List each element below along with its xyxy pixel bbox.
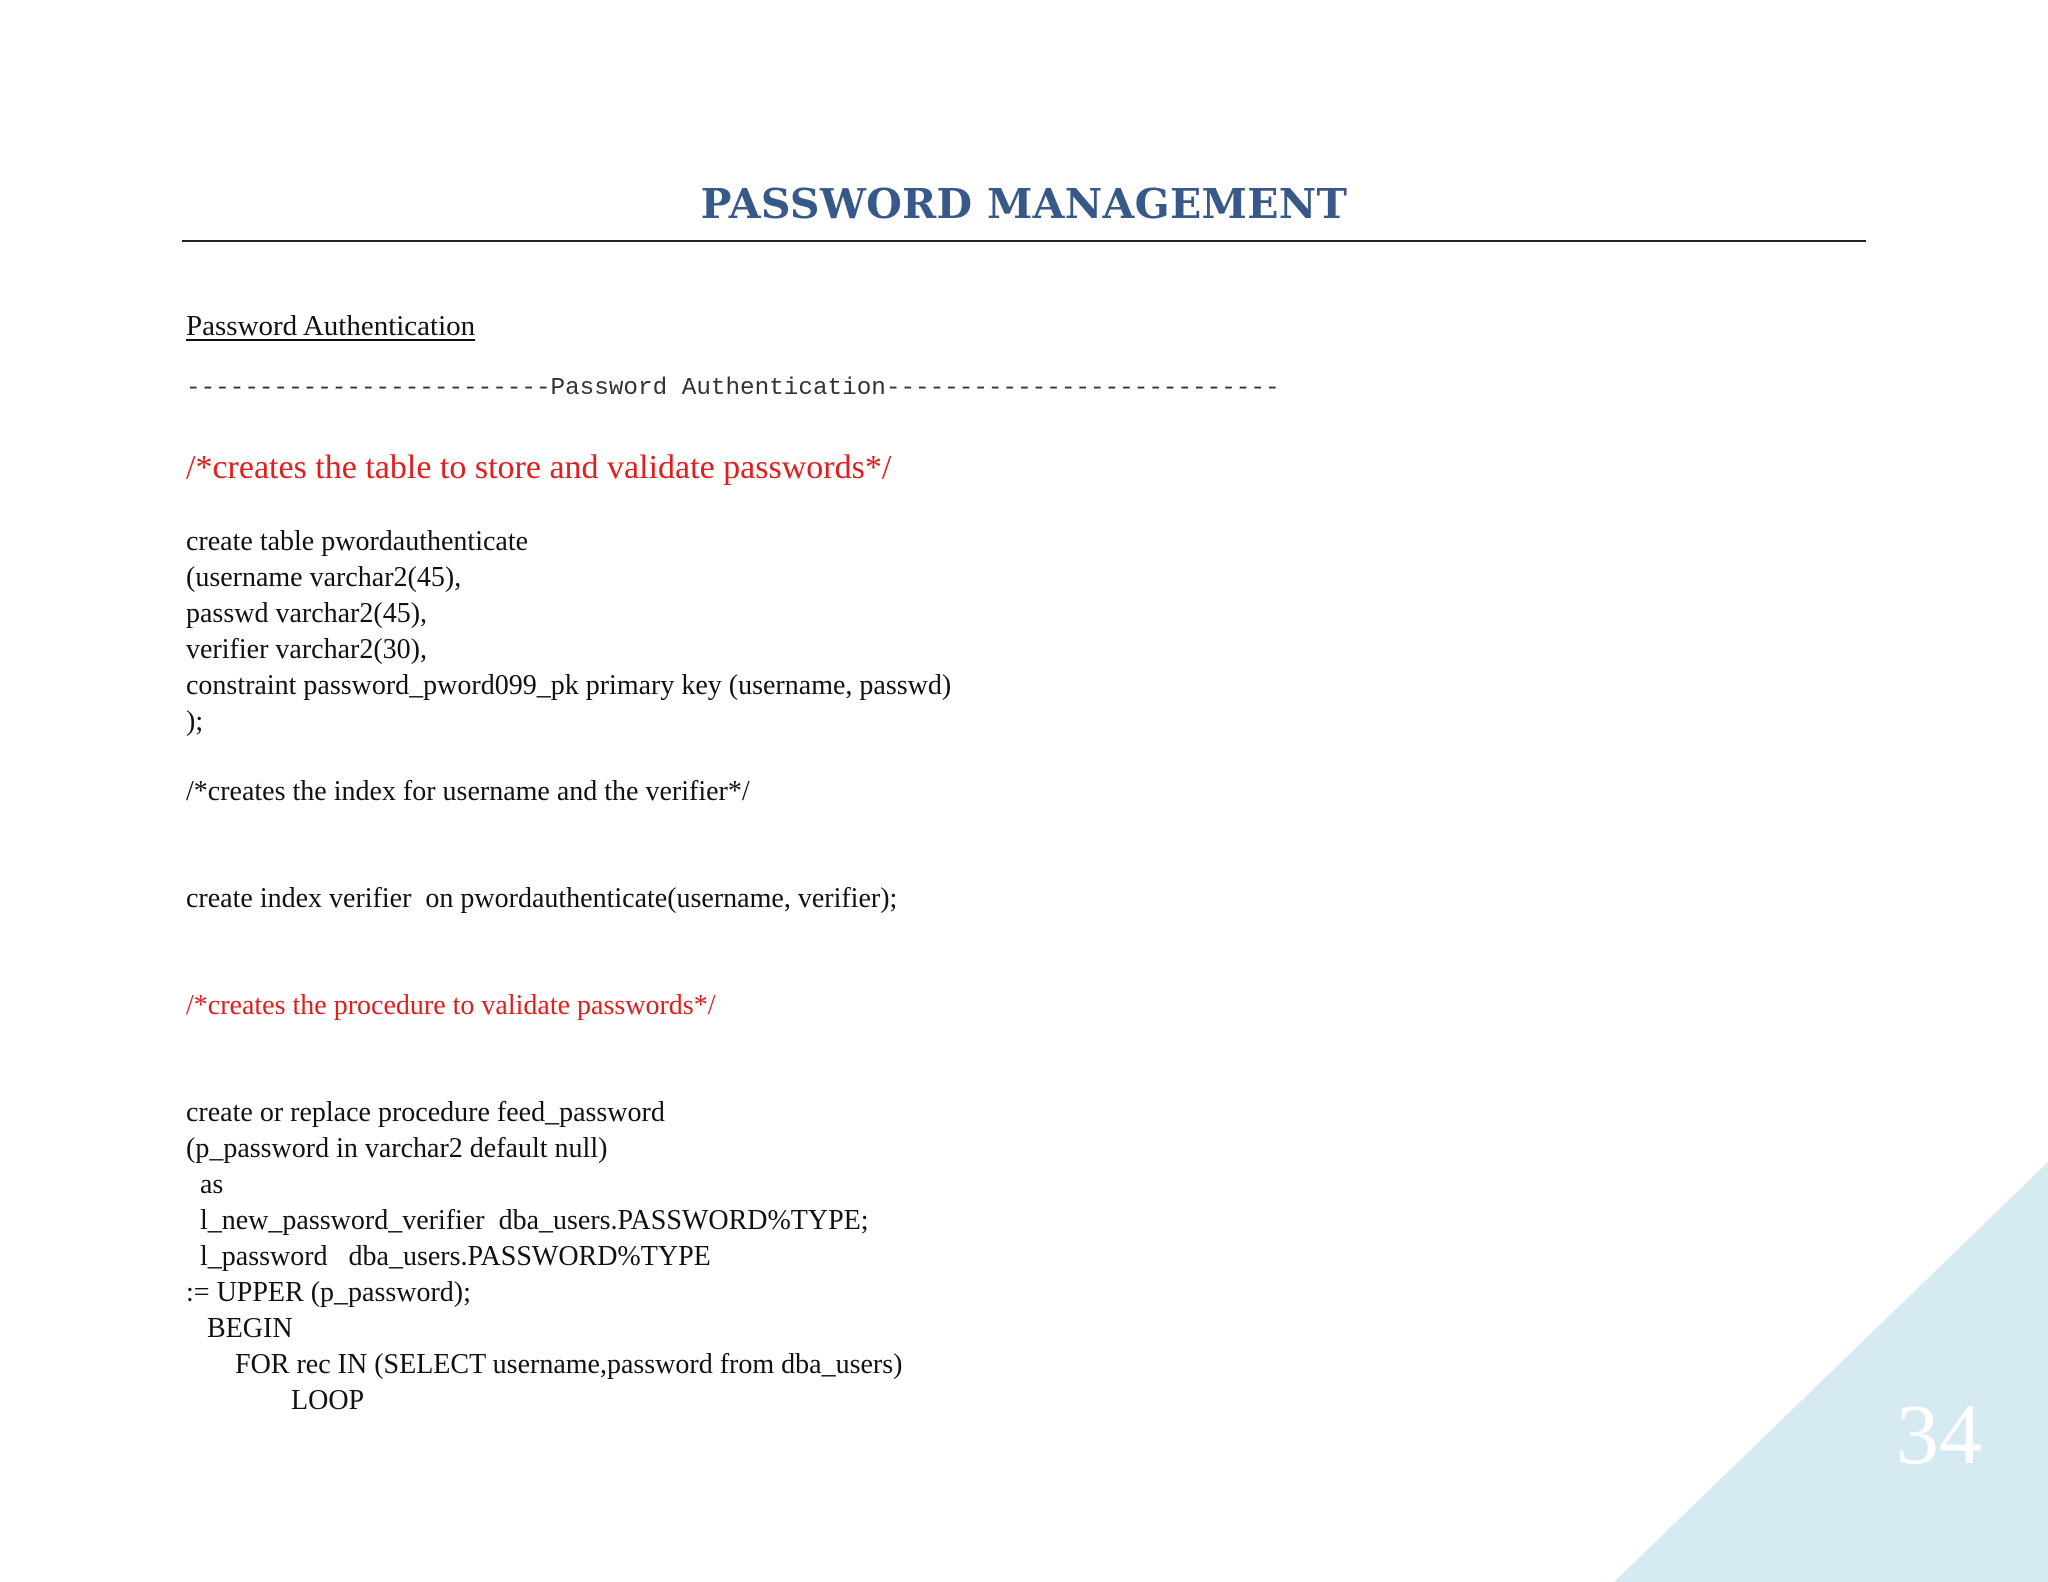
page-number: 34 [1896,1386,1982,1482]
code-line: (username varchar2(45), [186,562,462,593]
code-line: constraint password_pword099_pk primary key (username, passwd) [186,670,952,701]
code-line: as [186,1169,224,1200]
comment-create-index: /*creates the index for username and the verifier*/ [186,776,750,807]
code-line: l_new_password_verifier dba_users.PASSWORD%TYPE; [186,1205,869,1236]
code-line: l_password dba_users.PASSWORD%TYPE [186,1241,711,1272]
code-divider-comment: -------------------------Password Authentication--------------------------- [186,375,1280,402]
code-line: passwd varchar2(45), [186,598,428,629]
code-line: := UPPER (p_password); [186,1277,471,1308]
title-divider [182,240,1866,242]
code-line: LOOP [186,1385,365,1416]
code-line: create index verifier on pwordauthenticate(username, verifier); [186,883,898,914]
code-line: ); [186,706,204,737]
code-line: create or replace procedure feed_password [186,1097,665,1128]
section-heading: Password Authentication [186,310,476,342]
code-line: create table pwordauthenticate [186,526,529,557]
page-title: PASSWORD MANAGEMENT [700,180,1348,228]
code-line: (p_password in varchar2 default null) [186,1133,608,1164]
comment-create-table: /*creates the table to store and validate passwords*/ [186,449,892,486]
comment-create-procedure: /*creates the procedure to validate passwords*/ [186,990,716,1021]
code-line: BEGIN [186,1313,293,1344]
code-line: FOR rec IN (SELECT username,password from dba_users) [186,1349,903,1380]
code-line: verifier varchar2(30), [186,634,427,665]
